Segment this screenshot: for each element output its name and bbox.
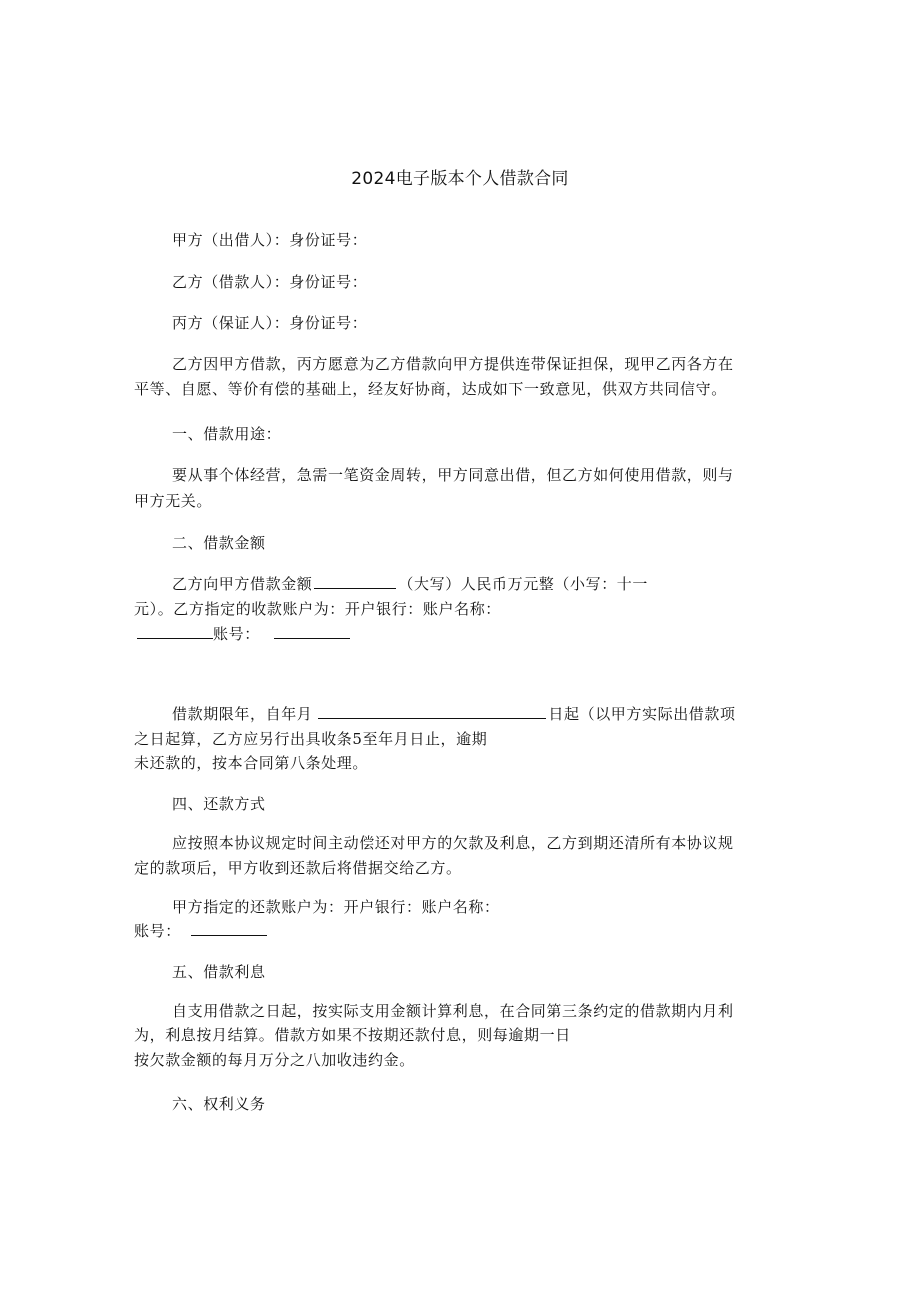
intro-line-1: 乙方因甲方借款，丙方愿意为乙方借款向甲方提供连带保证担保，现甲乙丙各方在 [172, 355, 734, 373]
party-a-line: 甲方（出借人）：身份证号： [172, 231, 368, 249]
section-2-line-3 [137, 624, 350, 644]
section-3-line-3: 未还款的，按本合同第八条处理。 [134, 754, 369, 772]
party-c-line: 丙方（保证人）：身份证号： [172, 314, 368, 332]
section-1-line-2: 甲方无关。 [134, 492, 213, 510]
section-4-line-2: 定的款项后，甲方收到还款后将借据交给乙方。 [134, 859, 462, 877]
section-2-line-1 [172, 574, 648, 594]
account-number-blank [274, 624, 350, 639]
document-title: 2024电子版本个人借款合同 [351, 169, 569, 189]
section-2-line-1-text-b: （大写）人民币万元整（小写：十一 [398, 575, 649, 593]
section-2-line-1-text-a: 乙方向甲方借款金额 [172, 575, 313, 593]
account-label: 账号： [213, 625, 260, 643]
section-5-line-3: 按欠款金额的每月万分之八加收违约金。 [134, 1051, 415, 1069]
section-4-line-4 [134, 921, 267, 941]
section-3-line-1-text-a: 借款期限年，自年月 [172, 705, 313, 723]
section-5-line-1: 自支用借款之日起，按实际支用金额计算利息，在合同第三条约定的借款期内月利 [172, 1002, 734, 1020]
intro-line-2: 平等、自愿、等价有偿的基础上，经友好协商，达成如下一致意见，供双方共同信守。 [134, 380, 727, 398]
section-4-line-3: 甲方指定的还款账户为：开户银行：账户名称： [172, 898, 500, 916]
section-4-line-1: 应按照本协议规定时间主动偿还对甲方的欠款及利息，乙方到期还清所有本协议规 [172, 834, 734, 852]
section-4-heading: 四、还款方式 [172, 795, 266, 813]
account-name-blank [137, 624, 213, 639]
amount-blank [314, 574, 396, 589]
section-2-line-2: 元）。乙方指定的收款账户为：开户银行：账户名称： [134, 600, 501, 618]
party-b-line: 乙方（借款人）：身份证号： [172, 273, 368, 291]
section-1-line-1: 要从事个体经营，急需一笔资金周转，甲方同意出借，但乙方如何使用借款，则与 [172, 466, 734, 484]
section-1-heading: 一、借款用途： [172, 425, 282, 443]
section-5-heading: 五、借款利息 [172, 963, 266, 981]
section-2-heading: 二、借款金额 [172, 534, 266, 552]
section-6-heading: 六、权利义务 [172, 1095, 266, 1113]
repay-account-blank [191, 921, 267, 936]
section-3-line-1 [172, 704, 736, 724]
section-3-line-2: 之日起算，乙方应另行出具收条5至年月日止，逾期 [134, 730, 488, 748]
repay-account-label: 账号： [134, 922, 181, 940]
section-3-line-1-text-b: 日起（以甲方实际出借款项 [548, 705, 736, 723]
section-5-line-2: 为，利息按月结算。借款方如果不按期还款付息，则每逾期一日 [134, 1026, 571, 1044]
date-blank [318, 704, 546, 719]
